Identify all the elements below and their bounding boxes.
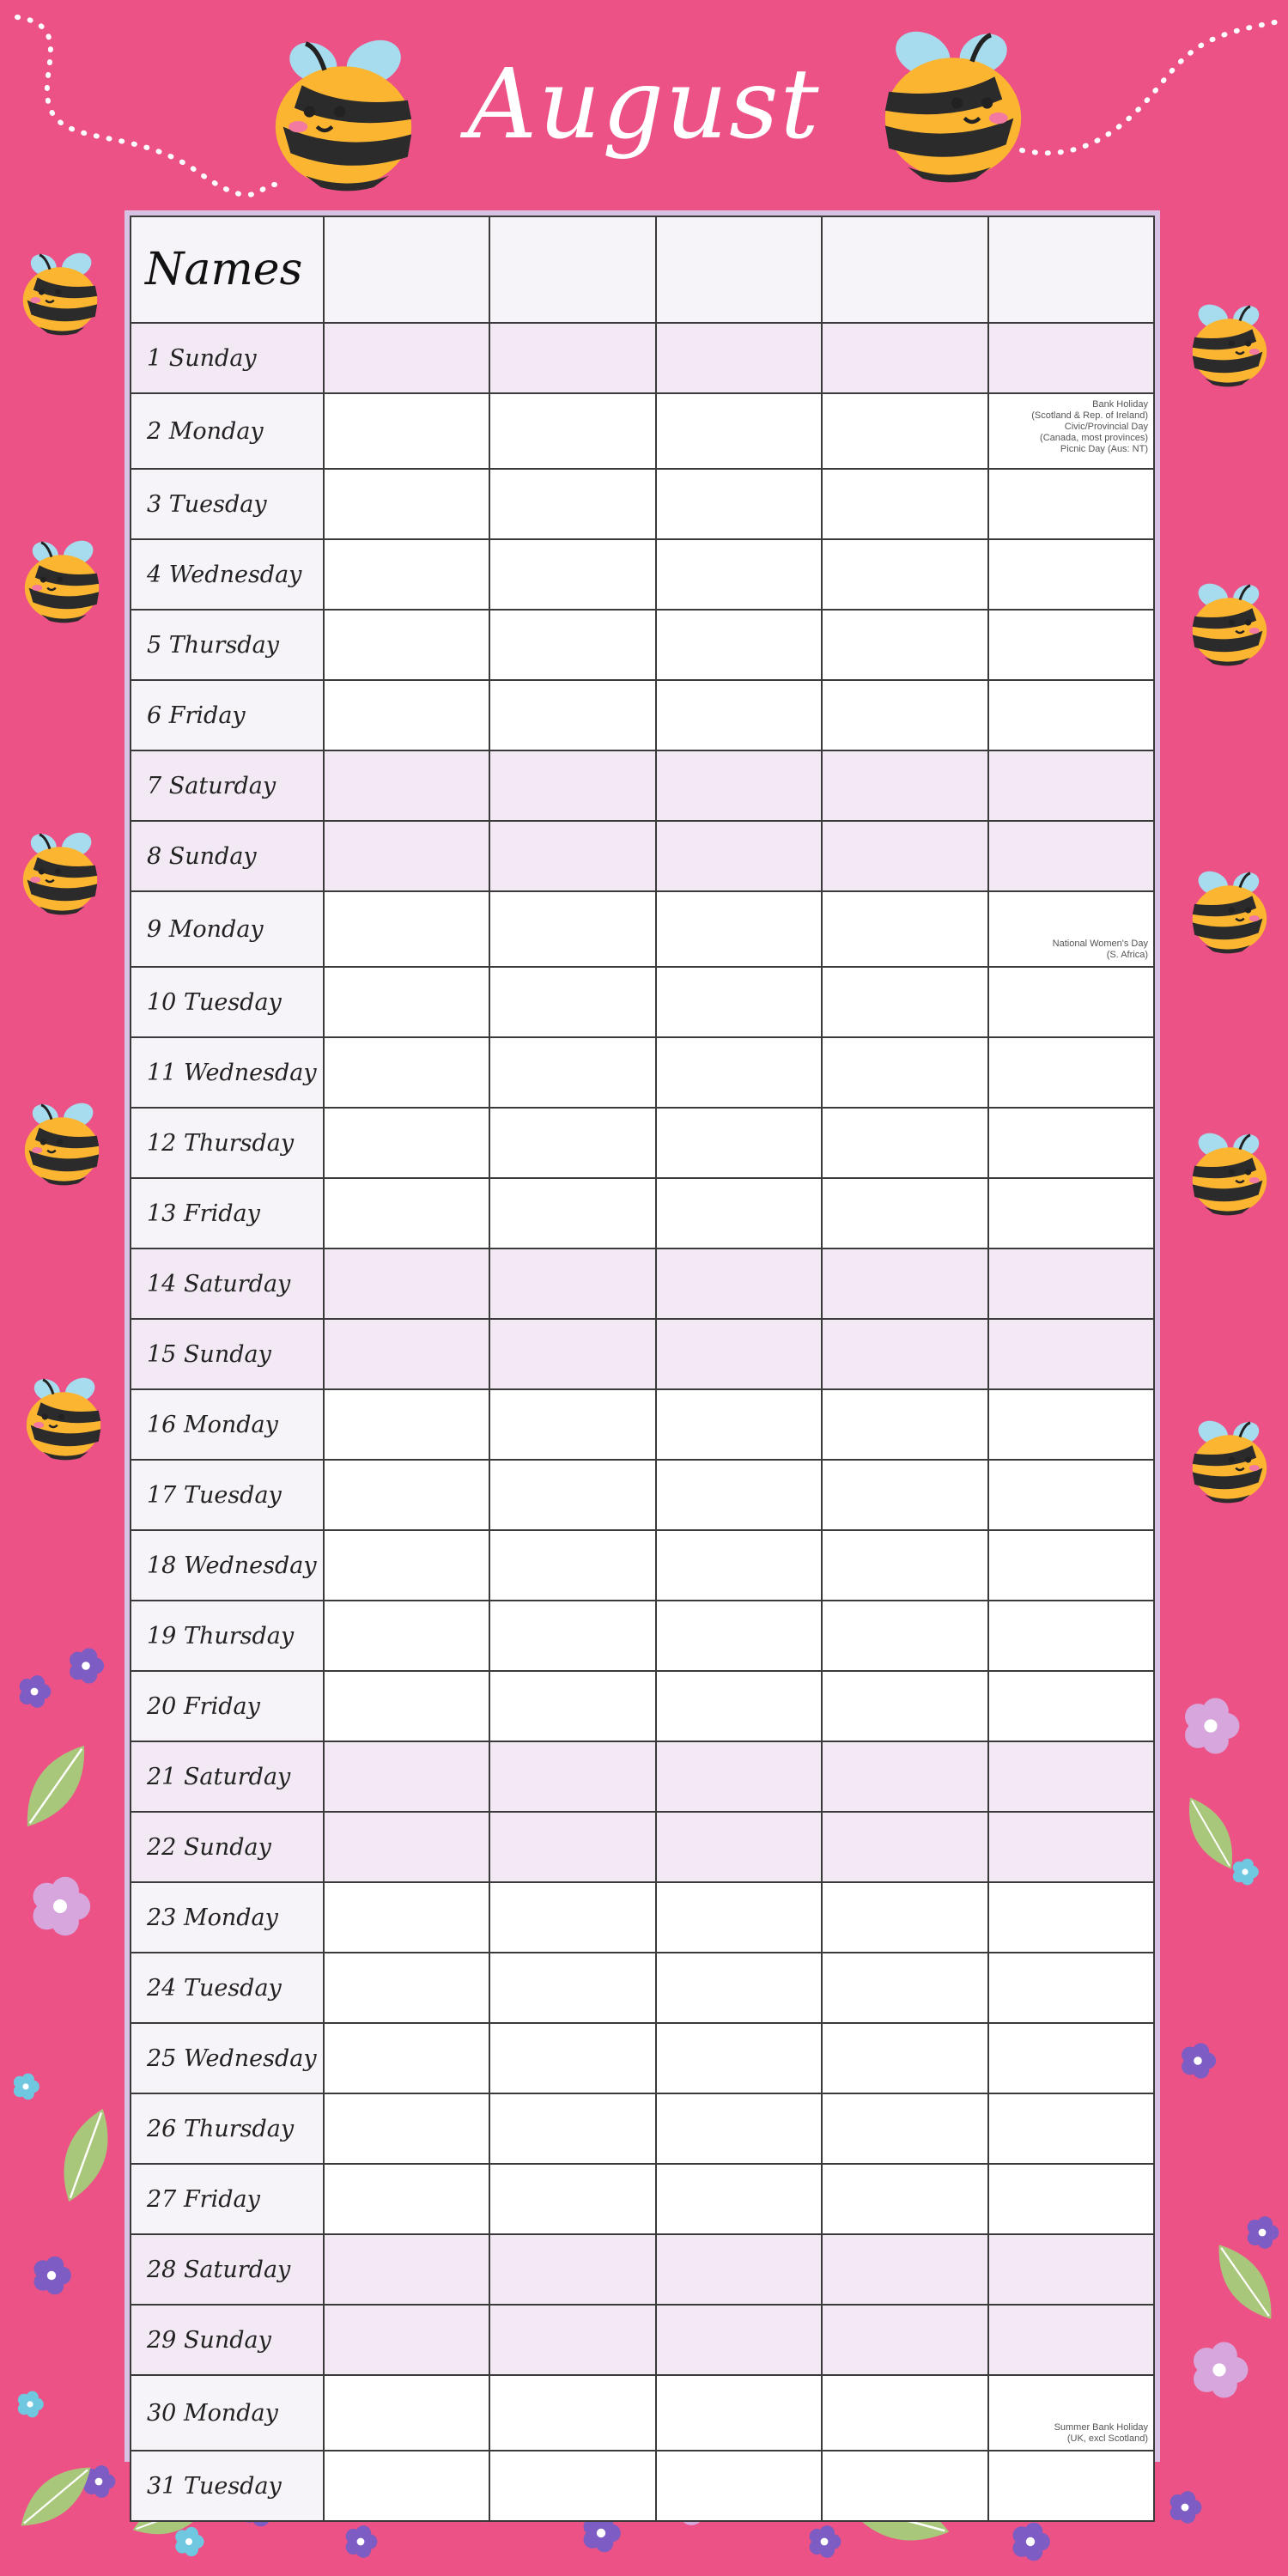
entry-cell[interactable] (822, 2375, 987, 2451)
entry-cell[interactable] (822, 1037, 987, 1108)
entry-cell[interactable] (822, 1460, 987, 1530)
flower-icon (15, 1673, 53, 1714)
entry-cell[interactable] (822, 680, 987, 750)
entry-cell[interactable] (822, 2451, 987, 2521)
day-row (131, 2093, 1154, 2164)
day-row (131, 750, 1154, 821)
entry-cell[interactable] (656, 1037, 822, 1108)
entry-cell[interactable] (988, 2375, 1154, 2451)
entry-cell[interactable] (822, 1953, 987, 2023)
day-label: 24 Tuesday (131, 1953, 324, 2023)
entry-cell[interactable] (988, 750, 1154, 821)
entry-cell[interactable] (822, 2305, 987, 2375)
day-label: 31 Tuesday (131, 2451, 324, 2521)
day-row (131, 2375, 1154, 2451)
day-row (131, 891, 1154, 967)
entry-cell[interactable] (988, 2305, 1154, 2375)
entry-cell[interactable] (988, 1882, 1154, 1953)
day-label: 7 Saturday (131, 750, 324, 821)
entry-cell[interactable] (988, 1249, 1154, 1319)
holiday-note: (S. Africa) (1106, 950, 1148, 960)
day-label: 15 Sunday (131, 1319, 324, 1389)
entry-cell[interactable] (656, 1108, 822, 1178)
entry-cell[interactable] (656, 610, 822, 680)
entry-cell[interactable] (822, 469, 987, 539)
flower-icon (26, 1872, 94, 1944)
entry-cell[interactable] (324, 1389, 489, 1460)
leaf-icon (4, 1760, 107, 1815)
entry-cell[interactable] (489, 2164, 655, 2234)
entry-cell[interactable] (822, 539, 987, 610)
entry-cell[interactable] (489, 323, 655, 393)
entry-cell[interactable] (988, 821, 1154, 891)
entry-cell[interactable] (656, 1460, 822, 1530)
entry-cell[interactable] (656, 891, 822, 967)
entry-cell[interactable] (324, 1601, 489, 1671)
entry-cell[interactable] (489, 1249, 655, 1319)
entry-cell[interactable] (489, 2375, 655, 2451)
entry-cell[interactable] (324, 1108, 489, 1178)
entry-cell[interactable] (656, 2375, 822, 2451)
bee-icon (1178, 1408, 1281, 1515)
day-row (131, 967, 1154, 1037)
bee-icon (1178, 292, 1281, 398)
name-cell[interactable] (822, 216, 987, 323)
entry-cell[interactable] (656, 2451, 822, 2521)
entry-cell[interactable] (988, 891, 1154, 967)
entry-cell[interactable] (656, 323, 822, 393)
entry-cell[interactable] (656, 2023, 822, 2093)
entry-cell[interactable] (822, 2093, 987, 2164)
entry-cell[interactable] (489, 1601, 655, 1671)
entry-cell[interactable] (822, 891, 987, 967)
bee-icon (9, 820, 112, 927)
name-cell[interactable] (324, 216, 489, 323)
entry-cell[interactable] (988, 1037, 1154, 1108)
entry-cell[interactable] (324, 2451, 489, 2521)
entry-cell[interactable] (822, 1671, 987, 1741)
name-cell[interactable] (489, 216, 655, 323)
entry-cell[interactable] (656, 1249, 822, 1319)
entry-cell[interactable] (489, 539, 655, 610)
day-row (131, 1178, 1154, 1249)
entry-cell[interactable] (324, 1882, 489, 1953)
entry-cell[interactable] (489, 821, 655, 891)
day-row (131, 680, 1154, 750)
holiday-note: Bank Holiday (1092, 399, 1148, 410)
entry-cell[interactable] (988, 610, 1154, 680)
leaf-icon (1198, 2258, 1288, 2309)
entry-cell[interactable] (324, 1460, 489, 1530)
day-row (131, 1249, 1154, 1319)
day-label: 6 Friday (131, 680, 324, 750)
day-label: 23 Monday (131, 1882, 324, 1953)
entry-cell[interactable] (656, 469, 822, 539)
entry-cell[interactable] (822, 323, 987, 393)
entry-cell[interactable] (988, 1812, 1154, 1882)
day-label: 12 Thursday (131, 1108, 324, 1178)
leaf-icon (34, 2129, 137, 2184)
entry-cell[interactable] (656, 821, 822, 891)
day-label: 25 Wednesday (131, 2023, 324, 2093)
day-row (131, 610, 1154, 680)
entry-cell[interactable] (988, 967, 1154, 1037)
calendar-grid (130, 216, 1155, 2522)
day-row (131, 2305, 1154, 2375)
entry-cell[interactable] (324, 1319, 489, 1389)
flower-icon (29, 2253, 74, 2301)
entry-cell[interactable] (489, 1389, 655, 1460)
holiday-note: Civic/Provincial Day (1064, 422, 1148, 432)
flower-icon (1187, 2337, 1252, 2406)
day-row (131, 539, 1154, 610)
entry-cell[interactable] (489, 1319, 655, 1389)
entry-cell[interactable] (324, 2375, 489, 2451)
bee-icon (10, 1091, 113, 1197)
entry-cell[interactable] (489, 750, 655, 821)
day-label: 5 Thursday (131, 610, 324, 680)
day-label: 10 Tuesday (131, 967, 324, 1037)
day-label: 3 Tuesday (131, 469, 324, 539)
entry-cell[interactable] (822, 1601, 987, 1671)
bee-icon (10, 528, 113, 635)
day-row (131, 2023, 1154, 2093)
entry-cell[interactable] (656, 1389, 822, 1460)
entry-cell[interactable] (656, 967, 822, 1037)
day-label: 11 Wednesday (131, 1037, 324, 1108)
leaf-icon (9, 2473, 103, 2524)
day-row (131, 1460, 1154, 1530)
entry-cell[interactable] (822, 2023, 987, 2093)
entry-cell[interactable] (988, 469, 1154, 539)
entry-cell[interactable] (822, 1319, 987, 1389)
entry-cell[interactable] (988, 1601, 1154, 1671)
entry-cell[interactable] (822, 1741, 987, 1812)
day-row (131, 1389, 1154, 1460)
day-label: 26 Thursday (131, 2093, 324, 2164)
day-row (131, 1530, 1154, 1601)
entry-cell[interactable] (822, 967, 987, 1037)
day-label: 18 Wednesday (131, 1530, 324, 1601)
entry-cell[interactable] (988, 680, 1154, 750)
entry-cell[interactable] (656, 1812, 822, 1882)
entry-cell[interactable] (489, 469, 655, 539)
holiday-note: (Canada, most provinces) (1040, 433, 1148, 443)
entry-cell[interactable] (822, 1249, 987, 1319)
bee-icon (9, 240, 112, 347)
entry-cell[interactable] (324, 967, 489, 1037)
entry-cell[interactable] (822, 1812, 987, 1882)
entry-cell[interactable] (489, 2305, 655, 2375)
entry-cell[interactable] (324, 891, 489, 967)
day-row (131, 393, 1154, 469)
entry-cell[interactable] (988, 393, 1154, 469)
entry-cell[interactable] (656, 539, 822, 610)
day-label: 27 Friday (131, 2164, 324, 2234)
day-label: 9 Monday (131, 891, 324, 967)
entry-cell[interactable] (324, 1249, 489, 1319)
entry-cell[interactable] (988, 1530, 1154, 1601)
day-row (131, 1812, 1154, 1882)
entry-cell[interactable] (324, 2164, 489, 2234)
entry-cell[interactable] (656, 1178, 822, 1249)
entry-cell[interactable] (489, 1460, 655, 1530)
entry-cell[interactable] (822, 393, 987, 469)
day-row (131, 1953, 1154, 2023)
entry-cell[interactable] (656, 680, 822, 750)
entry-cell[interactable] (324, 469, 489, 539)
entry-cell[interactable] (988, 1108, 1154, 1178)
flower-icon (15, 2389, 46, 2423)
entry-cell[interactable] (489, 967, 655, 1037)
entry-cell[interactable] (822, 2164, 987, 2234)
entry-cell[interactable] (489, 610, 655, 680)
day-label: 30 Monday (131, 2375, 324, 2451)
entry-cell[interactable] (489, 2234, 655, 2305)
entry-cell[interactable] (656, 2305, 822, 2375)
day-label: 28 Saturday (131, 2234, 324, 2305)
entry-cell[interactable] (489, 1882, 655, 1953)
entry-cell[interactable] (324, 539, 489, 610)
entry-cell[interactable] (656, 1882, 822, 1953)
day-row (131, 469, 1154, 539)
day-label: 16 Monday (131, 1389, 324, 1460)
holiday-note: (Scotland & Rep. of Ireland) (1031, 410, 1148, 421)
day-label: 17 Tuesday (131, 1460, 324, 1530)
entry-cell[interactable] (489, 2023, 655, 2093)
calendar-sheet (125, 210, 1160, 2500)
entry-cell[interactable] (324, 323, 489, 393)
flower-icon (1177, 2040, 1218, 2085)
entry-cell[interactable] (988, 2451, 1154, 2521)
day-row (131, 1741, 1154, 1812)
day-label: 19 Thursday (131, 1601, 324, 1671)
entry-cell[interactable] (324, 821, 489, 891)
entry-cell[interactable] (489, 1037, 655, 1108)
name-cell[interactable] (988, 216, 1154, 323)
entry-cell[interactable] (489, 1741, 655, 1812)
name-cell[interactable] (656, 216, 822, 323)
entry-cell[interactable] (324, 393, 489, 469)
entry-cell[interactable] (988, 1741, 1154, 1812)
entry-cell[interactable] (324, 1178, 489, 1249)
day-label: 1 Sunday (131, 323, 324, 393)
entry-cell[interactable] (489, 891, 655, 967)
bee-icon (1178, 859, 1281, 965)
entry-cell[interactable] (988, 1460, 1154, 1530)
entry-cell[interactable] (988, 2234, 1154, 2305)
entry-cell[interactable] (489, 680, 655, 750)
bee-icon (12, 1365, 115, 1472)
day-label: 2 Monday (131, 393, 324, 469)
month-title: August (467, 49, 821, 161)
entry-cell[interactable] (988, 1178, 1154, 1249)
entry-cell[interactable] (988, 1671, 1154, 1741)
entry-cell[interactable] (822, 1178, 987, 1249)
entry-cell[interactable] (324, 680, 489, 750)
leaf-icon (1168, 1812, 1254, 1858)
header-row (131, 216, 1154, 323)
entry-cell[interactable] (656, 1741, 822, 1812)
entry-cell[interactable] (656, 1953, 822, 2023)
entry-cell[interactable] (822, 750, 987, 821)
entry-cell[interactable] (489, 1108, 655, 1178)
entry-cell[interactable] (988, 323, 1154, 393)
flower-icon (1178, 1693, 1243, 1762)
entry-cell[interactable] (822, 1530, 987, 1601)
flower-icon (10, 2071, 41, 2105)
holiday-note: (UK, excl Scotland) (1066, 2433, 1148, 2444)
day-label: 13 Friday (131, 1178, 324, 1249)
entry-cell[interactable] (324, 2234, 489, 2305)
entry-cell[interactable] (822, 1108, 987, 1178)
day-row (131, 2164, 1154, 2234)
entry-cell[interactable] (822, 821, 987, 891)
entry-cell[interactable] (489, 1671, 655, 1741)
flower-icon (65, 1645, 106, 1690)
entry-cell[interactable] (324, 610, 489, 680)
bee-icon (249, 17, 438, 210)
entry-cell[interactable] (324, 1953, 489, 2023)
bee-icon (1178, 571, 1281, 677)
entry-cell[interactable] (324, 1530, 489, 1601)
entry-cell[interactable] (988, 539, 1154, 610)
names-header: Names (131, 216, 324, 323)
entry-cell[interactable] (489, 2093, 655, 2164)
entry-cell[interactable] (489, 1953, 655, 2023)
entry-cell[interactable] (324, 1812, 489, 1882)
day-label: 4 Wednesday (131, 539, 324, 610)
entry-cell[interactable] (988, 1319, 1154, 1389)
day-label: 21 Saturday (131, 1741, 324, 1812)
entry-cell[interactable] (822, 1389, 987, 1460)
day-row (131, 1319, 1154, 1389)
entry-cell[interactable] (822, 2234, 987, 2305)
entry-cell[interactable] (656, 1671, 822, 1741)
entry-cell[interactable] (324, 1037, 489, 1108)
entry-cell[interactable] (489, 2451, 655, 2521)
day-row (131, 1601, 1154, 1671)
entry-cell[interactable] (324, 1671, 489, 1741)
day-label: 8 Sunday (131, 821, 324, 891)
bee-icon (859, 9, 1048, 201)
entry-cell[interactable] (988, 1953, 1154, 2023)
bee-icon (1178, 1121, 1281, 1227)
entry-cell[interactable] (656, 2234, 822, 2305)
day-row (131, 1882, 1154, 1953)
day-row (131, 1108, 1154, 1178)
entry-cell[interactable] (822, 610, 987, 680)
entry-cell[interactable] (324, 2305, 489, 2375)
entry-cell[interactable] (324, 2023, 489, 2093)
entry-cell[interactable] (656, 1601, 822, 1671)
entry-cell[interactable] (489, 1812, 655, 1882)
day-label: 20 Friday (131, 1671, 324, 1741)
flower-icon (1166, 2488, 1204, 2530)
day-label: 22 Sunday (131, 1812, 324, 1882)
day-row (131, 821, 1154, 891)
day-row (131, 2234, 1154, 2305)
entry-cell[interactable] (988, 1389, 1154, 1460)
entry-cell[interactable] (822, 1882, 987, 1953)
entry-cell[interactable] (656, 2164, 822, 2234)
entry-cell[interactable] (656, 2093, 822, 2164)
holiday-note: Picnic Day (Aus: NT) (1060, 444, 1148, 454)
holiday-note: National Women's Day (1052, 939, 1148, 949)
entry-cell[interactable] (656, 1530, 822, 1601)
flower-icon (342, 2523, 380, 2564)
day-row (131, 323, 1154, 393)
entry-cell[interactable] (656, 750, 822, 821)
entry-cell[interactable] (489, 1178, 655, 1249)
entry-cell[interactable] (988, 2093, 1154, 2164)
day-row (131, 1037, 1154, 1108)
entry-cell[interactable] (324, 2093, 489, 2164)
entry-cell[interactable] (324, 750, 489, 821)
entry-cell[interactable] (489, 1530, 655, 1601)
entry-cell[interactable] (656, 393, 822, 469)
day-row (131, 2451, 1154, 2521)
holiday-note: Summer Bank Holiday (1054, 2422, 1148, 2433)
entry-cell[interactable] (656, 1319, 822, 1389)
day-row (131, 1671, 1154, 1741)
entry-cell[interactable] (489, 393, 655, 469)
entry-cell[interactable] (988, 2164, 1154, 2234)
day-label: 14 Saturday (131, 1249, 324, 1319)
entry-cell[interactable] (988, 2023, 1154, 2093)
entry-cell[interactable] (324, 1741, 489, 1812)
day-label: 29 Sunday (131, 2305, 324, 2375)
